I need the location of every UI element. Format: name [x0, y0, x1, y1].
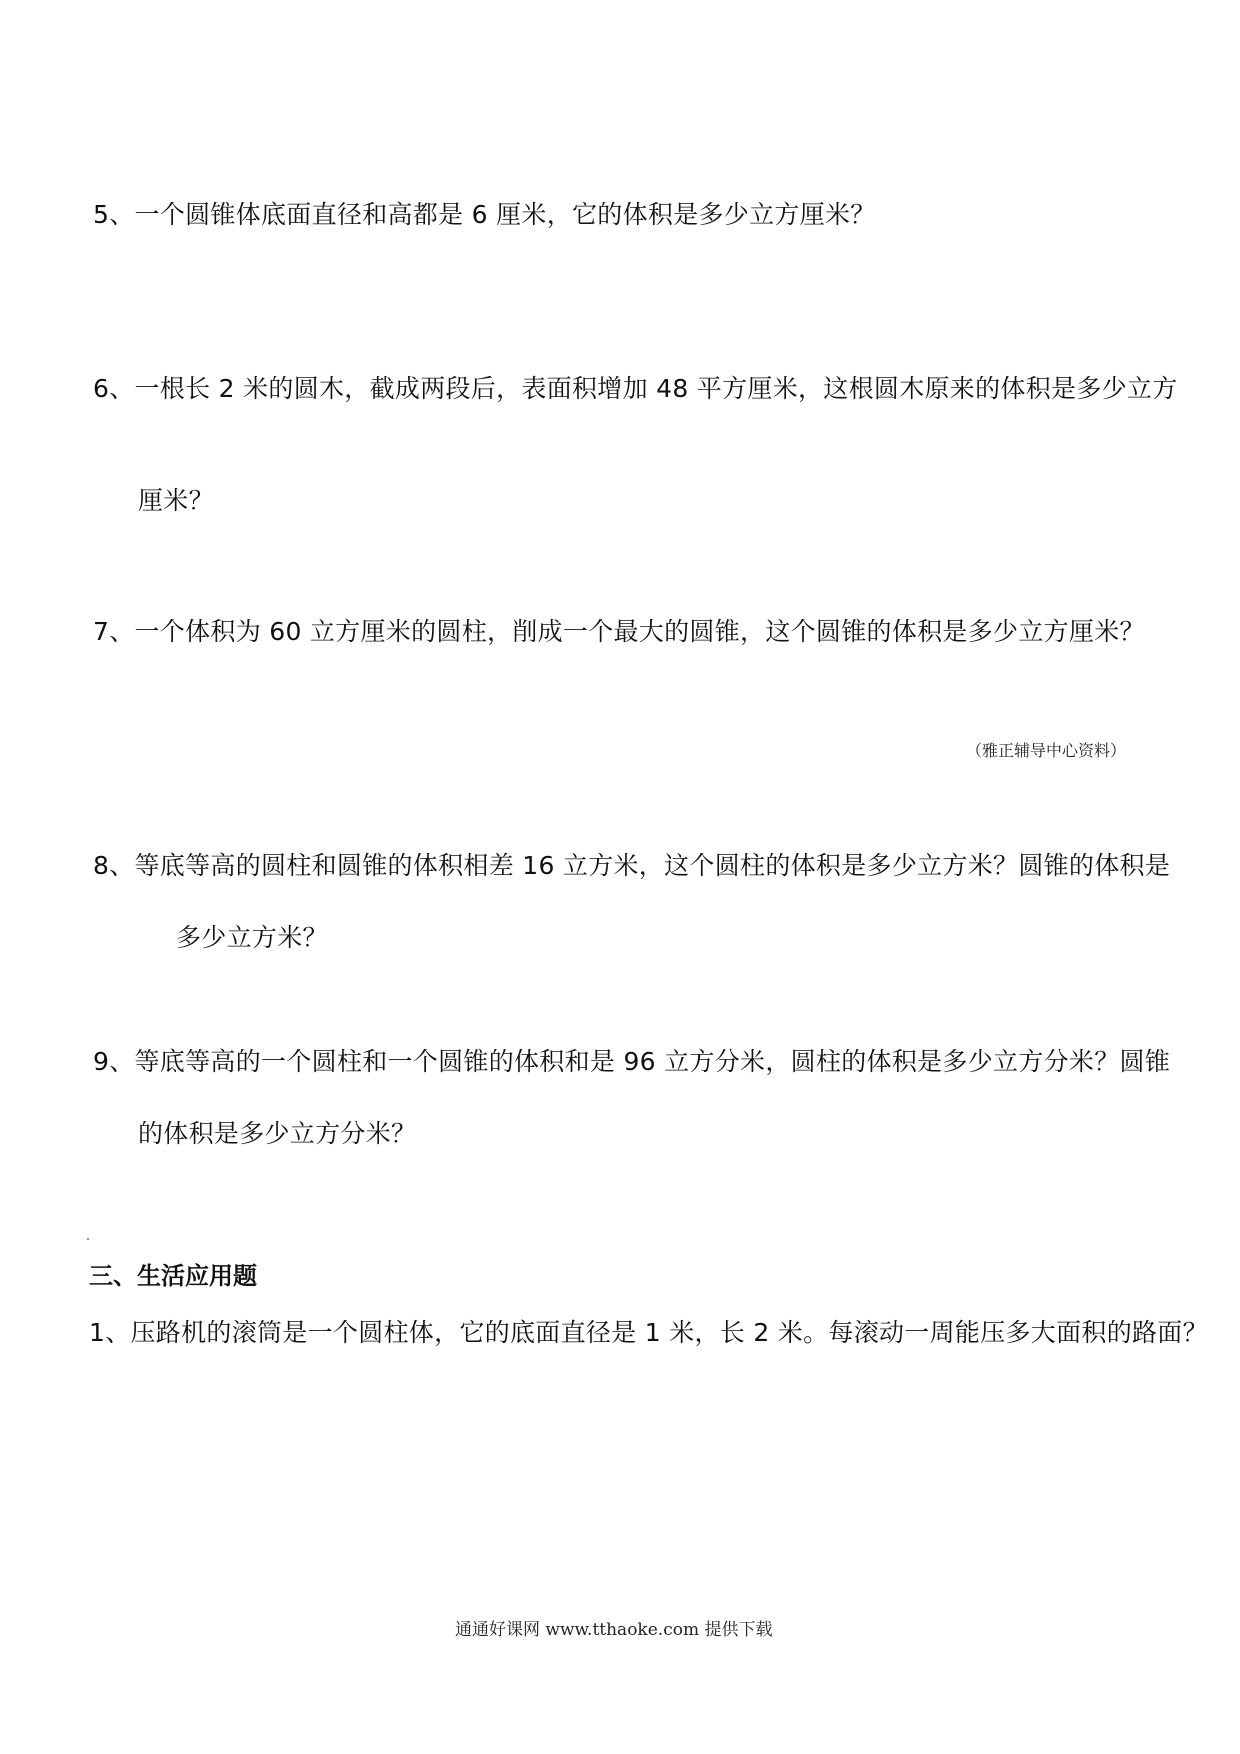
section-3-title: 三、生活应用题	[89, 1262, 257, 1290]
question-9-line-1: 9、等底等高的一个圆柱和一个圆锥的体积和是 96 立方分米，圆柱的体积是多少立方分米？圆锥	[93, 1047, 1171, 1076]
stray-dot	[87, 1238, 89, 1240]
question-9-line-2: 的体积是多少立方分米？	[138, 1119, 417, 1148]
question-5: 5、一个圆锥体底面直径和高都是 6 厘米，它的体积是多少立方厘米？	[93, 200, 876, 229]
source-note: （雅正辅导中心资料）	[966, 741, 1127, 760]
question-8-line-2: 多少立方米？	[176, 923, 328, 952]
question-6-line-2: 厘米？	[138, 486, 214, 515]
section-3-question-1: 1、压路机的滚筒是一个圆柱体，它的底面直径是 1 米，长 2 米。每滚动一周能压多大面积的路面？	[89, 1318, 1208, 1347]
footer-source: 通通好课网 www.tthaoke.com 提供下载	[455, 1620, 773, 1640]
question-7: 7、一个体积为 60 立方厘米的圆柱，削成一个最大的圆锥，这个圆锥的体积是多少立方厘米？	[93, 617, 1145, 646]
question-8-line-1: 8、等底等高的圆柱和圆锥的体积相差 16 立方米，这个圆柱的体积是多少立方米？圆锥的体积是	[93, 851, 1171, 880]
question-6-line-1: 6、一根长 2 米的圆木，截成两段后，表面积增加 48 平方厘米，这根圆木原来的体积是多少立方	[93, 374, 1178, 403]
